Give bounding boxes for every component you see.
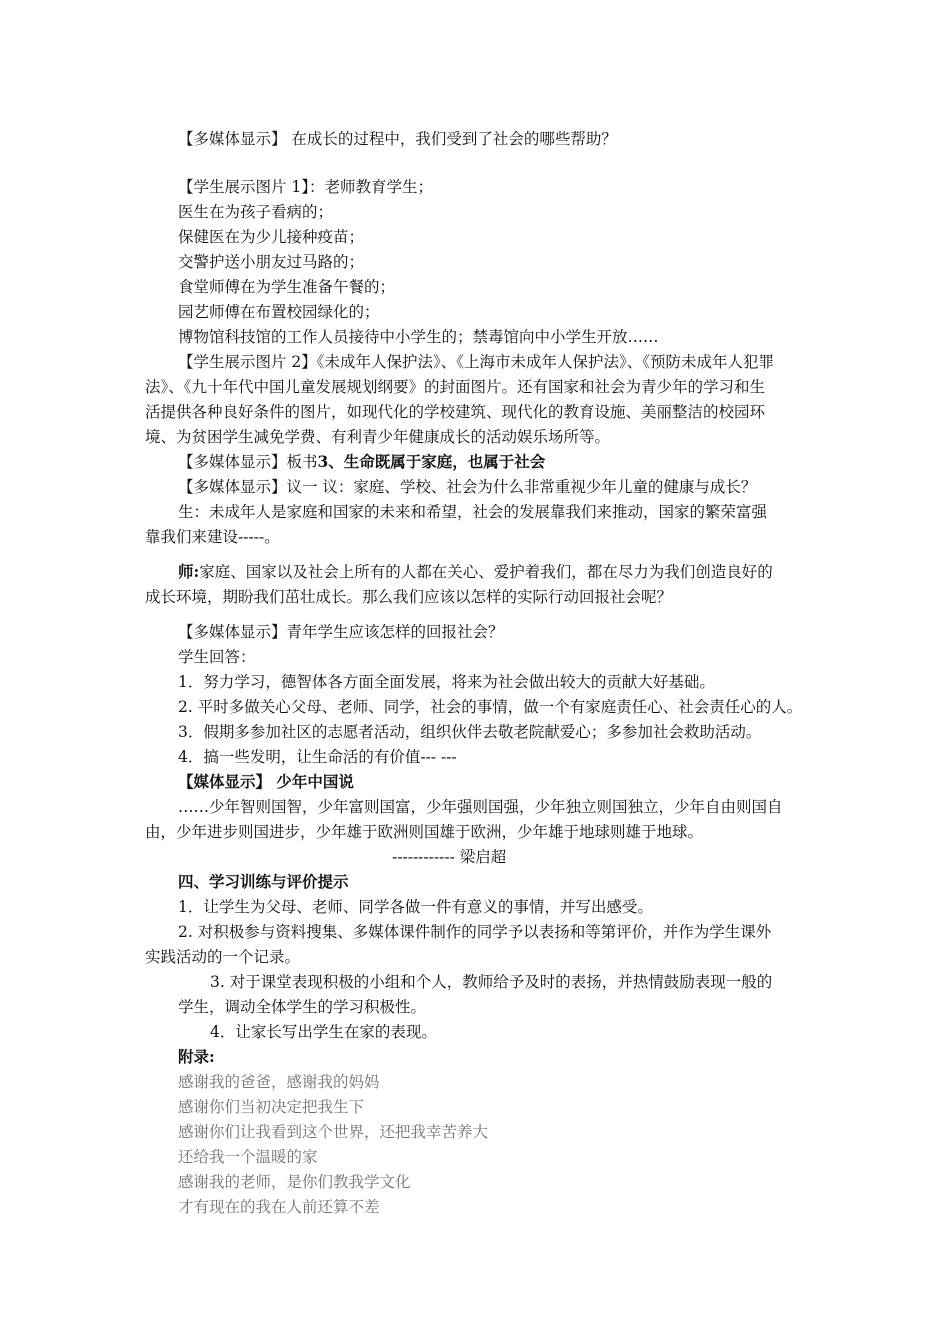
paragraph-line: 法》、《九十年代中国儿童发展规划纲要》的封面图片。还有国家和社会为青少年的学习和生: [145, 378, 766, 396]
teacher-text: 家庭、国家以及社会上所有的人都在关心、爱护着我们，都在尽力为我们创造良好的: [199, 563, 773, 581]
doctor-line: 医生在为孩子看病的；: [178, 203, 334, 221]
student-picture-1-line: 【学生展示图片 1】：老师教育学生；: [178, 178, 434, 196]
quote-line: 由，少年进步则国进步，少年雄于欧洲则国雄于欧洲，少年雄于地球则雄于地球。: [145, 823, 704, 841]
quote-line: ……少年智则国智，少年富则国富，少年强则国强，少年独立则国独立，少年自由则国自: [178, 798, 783, 816]
student-answer-line: 靠我们来建设-----。: [145, 528, 280, 546]
board-writing-label: 【多媒体显示】板书: [178, 453, 318, 471]
media-display-heading: 【媒体显示】 少年中国说: [178, 772, 354, 791]
museum-line: 博物馆科技馆的工作人员接待中小学生的；禁毒馆向中小学生开放……: [178, 328, 659, 346]
teacher-line: [178, 560, 773, 584]
lyric-line: 感谢你们当初决定把我生下: [178, 1098, 365, 1116]
traffic-police-line: 交警护送小朋友过马路的；: [178, 253, 365, 271]
answer-item: 2. 平时多做关心父母、老师、同学，社会的事情，做一个有家庭责任心、社会责任心的人。: [178, 698, 803, 716]
gardener-line: 园艺师傅在布置校园绿化的；: [178, 303, 380, 321]
multimedia-repay-line: 【多媒体显示】青年学生应该怎样的回报社会？: [178, 623, 504, 641]
student-picture-2-line: 【学生展示图片 2】《未成年人保护法》、《上海市未成年人保护法》、《预防未成年人犯罪: [178, 353, 775, 371]
canteen-line: 食堂师傅在为学生准备午餐的；: [178, 278, 396, 296]
answer-item: 3．假期多参加社区的志愿者活动，组织伙伴去敬老院献爱心；多参加社会救助活动。: [178, 723, 762, 741]
discussion-line: 【多媒体显示】议一 议：家庭、学校、社会为什么非常重视少年儿童的健康与成长？: [178, 478, 757, 496]
training-item: 实践活动的一个记录。: [145, 948, 301, 966]
appendix-heading: 附录:: [178, 1047, 215, 1066]
lyric-line: 感谢我的爸爸，感谢我的妈妈: [178, 1073, 380, 1091]
student-reply-label: 学生回答：: [178, 648, 256, 666]
answer-item: 1．努力学习，德智体各方面全面发展，将来为社会做出较大的贡献大好基础。: [178, 673, 715, 691]
board-writing-line: [178, 450, 545, 474]
answer-item: 4．搞一些发明，让生命活的有价值--- ---: [178, 748, 457, 766]
vaccine-line: 保健医在为少儿接种疫苗；: [178, 228, 365, 246]
student-answer-line: 生：未成年人是家庭和国家的未来和希望，社会的发展靠我们来推动，国家的繁荣富强: [178, 503, 768, 521]
quote-author: ------------ 梁启超: [392, 848, 507, 866]
teacher-line: 成长环境，期盼我们茁壮成长。那么我们应该以怎样的实际行动回报社会呢？: [145, 588, 673, 606]
lyric-line: 感谢我的老师，是你们教我学文化: [178, 1173, 411, 1191]
training-item: 3. 对于课堂表现积极的小组和个人，教师给予及时的表扬，并热情鼓励表现一般的: [210, 973, 773, 991]
board-writing-heading: 3、生命既属于家庭，也属于社会: [317, 452, 546, 471]
multimedia-question-line: 【多媒体显示】 在成长的过程中，我们受到了社会的哪些帮助？: [178, 130, 617, 148]
teacher-label: 师:: [178, 562, 200, 581]
lyric-line: 才有现在的我在人前还算不差: [178, 1198, 380, 1216]
paragraph-line: 活提供各种良好条件的图片，如现代化的学校建筑、现代化的教育设施、美丽整洁的校园环: [145, 403, 766, 421]
training-item: 4．让家长写出学生在家的表现。: [210, 1023, 437, 1041]
training-item: 学生，调动全体学生的学习积极性。: [178, 998, 427, 1016]
lyric-line: 感谢你们让我看到这个世界，还把我幸苦养大: [178, 1123, 489, 1141]
paragraph-line: 境、为贫困学生减免学费、有利青少年健康成长的活动娱乐场所等。: [145, 428, 611, 446]
section-heading: 四、学习训练与评价提示: [178, 872, 349, 891]
training-item: 1．让学生为父母、老师、同学各做一件有意义的事情，并写出感受。: [178, 898, 653, 916]
training-item: 2. 对积极参与资料搜集、多媒体课件制作的同学予以表扬和等第评价，并作为学生课外: [178, 923, 772, 941]
lyric-line: 还给我一个温暖的家: [178, 1148, 318, 1166]
